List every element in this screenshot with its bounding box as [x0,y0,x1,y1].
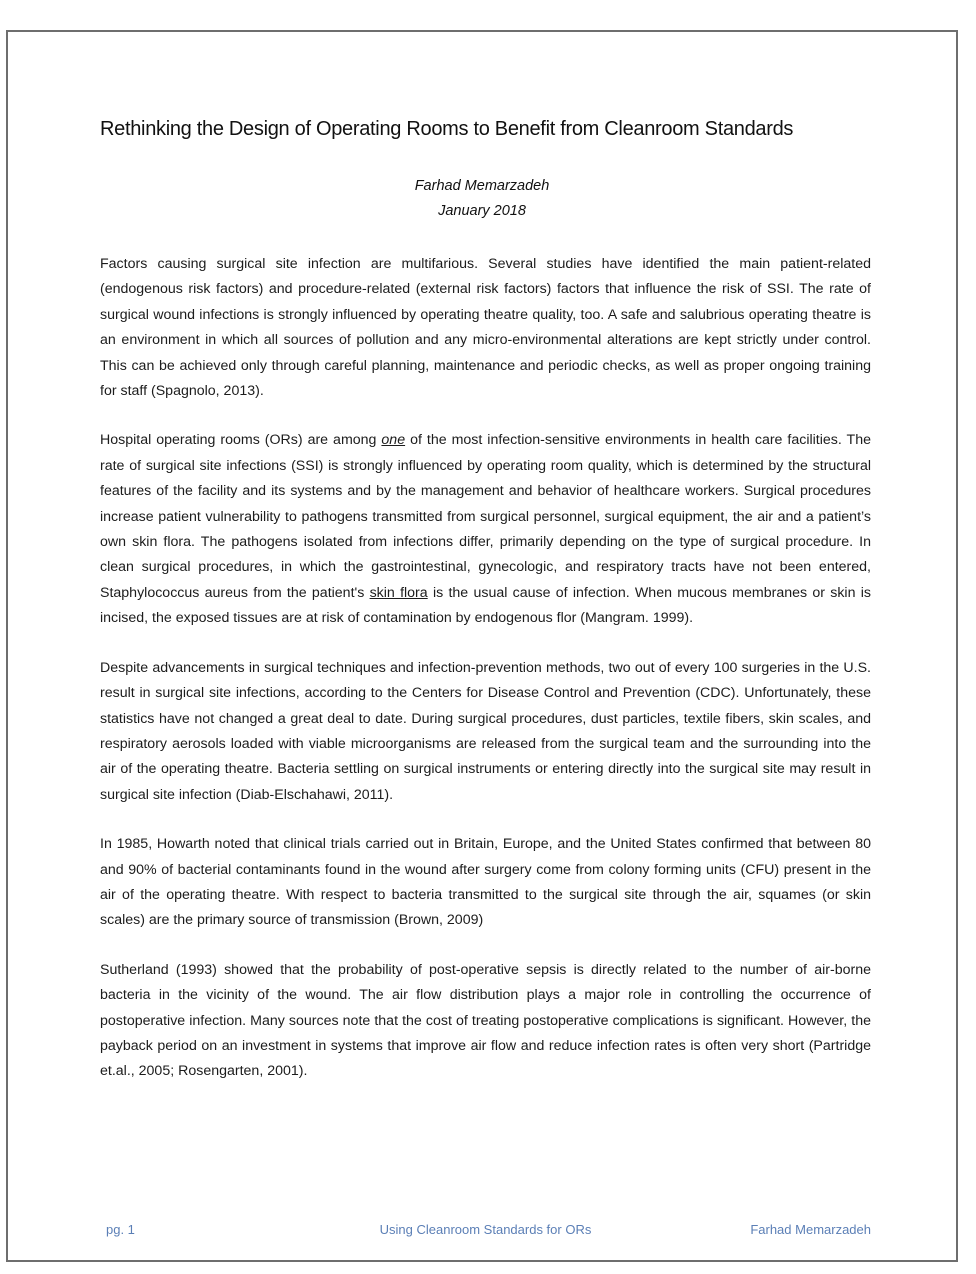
page-footer [100,1222,871,1242]
footer-running-title: Using Cleanroom Standards for ORs [379,1222,592,1237]
date-line: January 2018 [438,203,526,219]
footer-author: Farhad Memarzadeh [750,1222,871,1237]
paragraph-1: Factors causing surgical site infection are multifarious. Several studies have identified the main patient-related (endogenous risk factors) and procedure-related (external risk factors) factors that influence the risk of SSI. The rate of surgical wound infections is strongly influenced by operating theatre quality, too. A safe and salubrious operating theatre is an environment in which all sources of pollution and any micro-environmental alterations are kept strictly under control. This can be achieved only through careful planning, maintenance and periodic checks, as well as proper ongoing training for staff (Spagnolo, 2013). [100,256,871,400]
paragraph-3: Despite advancements in surgical techniques and infection-prevention methods, two out of every 100 surgeries in the U.S. result in surgical site infections, according to the Centers for Disease Control and Prevention (CDC). Unfortunately, these statistics have not changed a great deal to date. During surgical procedures, dust particles, textile fibers, skin scales, and respiratory aerosols loaded with viable microorganisms are released from the surgical team and the surrounding into the air of the operating theatre. Bacteria settling on surgical instruments or entering directly into the surgical site may result in surgical site infection (Diab-Elschahawi, 2011). [100,659,871,803]
document-body [100,252,871,1109]
paragraph-2-text-b: of the most infection-sensitive environments in health care facilities. The rate of surgical site infections (SSI) is strongly influenced by operating room quality, which is determined by the structural features of the facility and its systems and by the management and behavior of healthcare workers. Surgical procedures increase patient vulnerability to pathogens transmitted from surgical personnel, surgical equipment, the air and a patient’s own skin flora. The pathogens isolated from infections differ, primarily depending on the type of surgical procedure. In clean surgical procedures, in which the gastrointestinal, gynecologic, and respiratory tracts have not been entered, Staphylococcus aureus from the patient's [100,432,871,601]
paragraph-5: Sutherland (1993) showed that the probability of post-operative sepsis is directly related to the number of air-borne bacteria in the vicinity of the wound. The air flow distribution plays a major role in controlling the occurrence of postoperative infection. Many sources note that the cost of treating postoperative complications is significant. However, the payback period on an investment in systems that improve air flow and reduce infection rates is often very short (Partridge et.al., 2005; Rosengarten, 2001). [100,961,871,1080]
footer-page-number: pg. 1 [106,1222,135,1237]
document-title: Rethinking the Design of Operating Rooms to Benefit from Cleanroom Standards [100,118,794,140]
paragraph-4: In 1985, Howarth noted that clinical trials carried out in Britain, Europe, and the United States confirmed that between 80 and 90% of bacterial contaminants found in the wound after surgery come from colony forming units (CFU) present in the air of the operating theatre. With respect to bacteria transmitted to the surgical site through the air, squames (or skin scales) are the primary source of transmission (Brown, 2009) [100,836,871,929]
paragraph-2-text-a: Hospital operating rooms (ORs) are among [100,432,382,449]
author-line: Farhad Memarzadeh [414,178,550,194]
skin-flora-link[interactable]: skin flora [369,584,428,601]
paragraph-2-text-c: is the usual cause of infection. When mucous membranes or skin is incised, the exposed tissues are at risk of contamination by endogenous flor (Mangram. 1999). [100,584,871,627]
document-page [6,30,958,1262]
paragraph-2 [100,428,871,631]
emphasized-word: one [381,432,406,449]
